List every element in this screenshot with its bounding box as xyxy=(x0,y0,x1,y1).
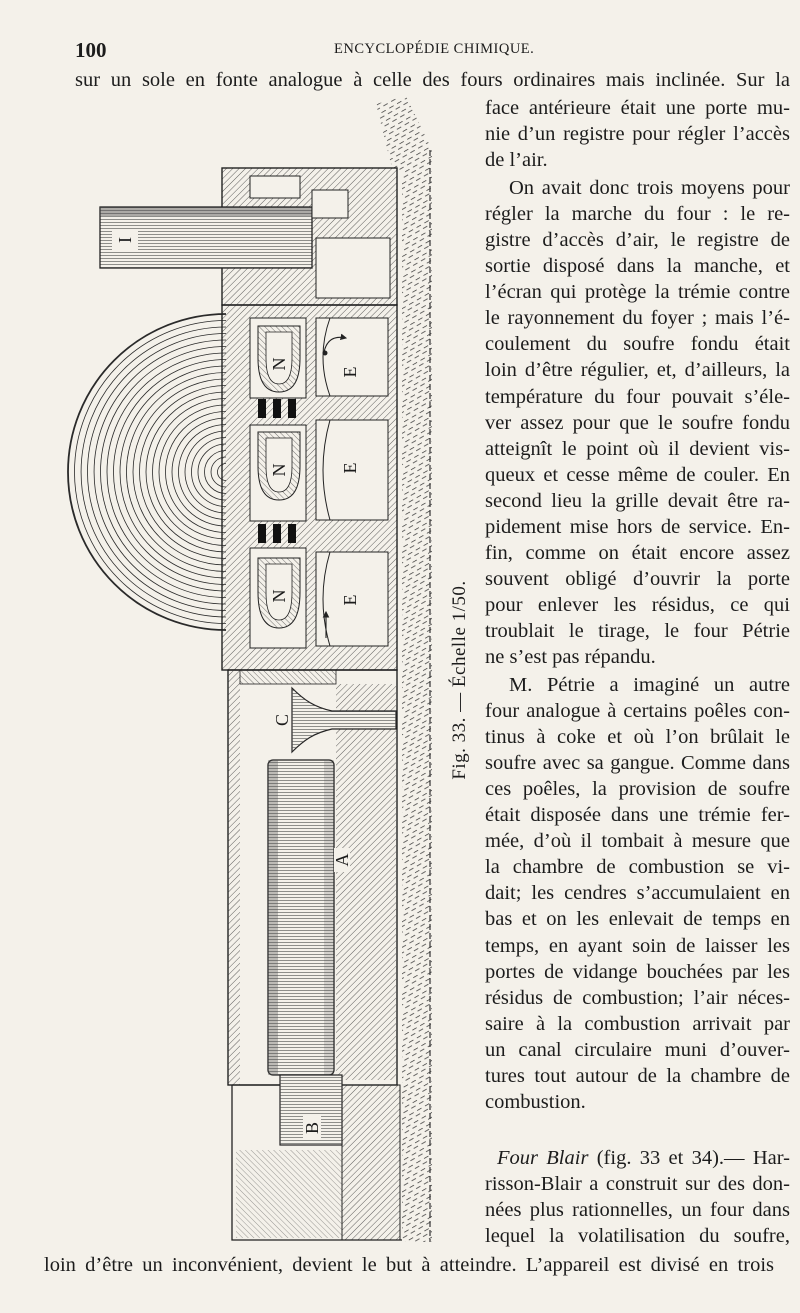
text-line: dait; les cendres s’accumulaient en xyxy=(485,882,790,905)
text-line: troublait le tirage, le four Pétrie xyxy=(485,619,790,642)
text-line: coulement du soufre fondu était xyxy=(485,333,790,356)
upper-block xyxy=(100,168,397,305)
text-line: four analogue à certains poêles con- xyxy=(485,700,790,723)
text-line: le rayonnement du foyer ; mais l’é- xyxy=(485,307,790,330)
text-line: tinus à coke et où l’on brûlait le xyxy=(485,726,790,749)
text-line: fin, comme on était encore assez xyxy=(485,541,790,564)
dome-arc xyxy=(114,360,226,585)
text-line: un canal circulaire muni d’ouver- xyxy=(485,1038,790,1061)
text-line: M. Pétrie a imaginé un autre xyxy=(509,674,790,697)
base xyxy=(232,1075,402,1240)
dome-arc xyxy=(146,392,226,552)
text-line: sortie disposé dans la manche, et xyxy=(485,255,790,278)
figure-caption: Fig. 33. — Échelle 1/50. xyxy=(449,580,470,780)
text-line: face antérieure était une porte mu- xyxy=(485,97,790,119)
figure-label-b: B xyxy=(302,1121,322,1135)
section-heading: Four Blair xyxy=(497,1146,589,1169)
text-line: ne s’est pas répandu. xyxy=(485,645,656,668)
text-line: souvent obligé d’ouvrir la porte xyxy=(485,567,790,590)
running-title: ENCYCLOPÉDIE CHIMIQUE. xyxy=(334,41,535,57)
text-line: atteignît le point où il devient vis- xyxy=(485,437,790,460)
text-line: combustion. xyxy=(485,1090,586,1113)
text-line: second lieu la grille devait être ra- xyxy=(485,489,790,512)
text-column xyxy=(485,95,790,1249)
text-line: tures tout autour de la chambre de xyxy=(485,1064,790,1087)
dome-arc xyxy=(120,366,226,578)
text-line: bas et on les enlevait de temps en xyxy=(485,908,790,931)
figure-label-n: N xyxy=(269,357,289,371)
dome-arc xyxy=(152,399,226,546)
text-line: pour enlever les résidus, ce qui xyxy=(485,593,790,616)
figure-label-a: A xyxy=(332,853,352,867)
text-line: saire à la combustion arrivait par xyxy=(485,1012,790,1035)
text-line: régler la marche du four : le re- xyxy=(485,203,790,226)
figure-label-e: E xyxy=(340,462,360,474)
body-line-last: loin d’être un inconvénient, devient le but à atteindre. L’appareil est divisé en trois xyxy=(44,1254,774,1276)
text-line: queux et cesse même de couler. En xyxy=(485,463,790,486)
section-heading-rest: (fig. 33 et 34).— Har- xyxy=(588,1146,790,1169)
text-line: ces poêles, la provision de soufre xyxy=(485,778,790,801)
dome-arc xyxy=(165,412,226,533)
text-line: température du four pouvait s’éle- xyxy=(485,385,790,408)
body-line-first: sur un sole en fonte analogue à celle des fours ordinaires mais inclinée. Sur la xyxy=(75,69,790,91)
figure-label-e: E xyxy=(340,366,360,378)
text-line: pidement mise hors de service. En- xyxy=(485,515,790,538)
section-heading-line xyxy=(485,1145,790,1171)
text-line: était disposée dans une trémie fer- xyxy=(485,804,790,827)
dome-arc xyxy=(68,314,226,630)
text-line: la chambre de combustion se vi- xyxy=(485,856,790,879)
text-line: loin d’être régulier, et, d’ailleurs, la xyxy=(485,359,790,382)
text-line: temps, en ayant soin de laisser les xyxy=(485,934,790,957)
text-line: résidus de combustion; l’air néces- xyxy=(485,986,790,1009)
text-line: gistre d’accès d’air, le registre de xyxy=(485,229,790,252)
text-line: l’écran qui protège la trémie contre xyxy=(485,281,790,304)
dome xyxy=(68,314,226,630)
text-line: On avait donc trois moyens pour xyxy=(509,177,790,200)
lower-section xyxy=(228,670,397,1085)
text-line: risson-Blair a construit sur des don- xyxy=(485,1172,790,1195)
text-line: de l’air. xyxy=(485,149,548,172)
text-line: nie d’un registre pour régler l’accès xyxy=(485,123,790,146)
figure-label-n: N xyxy=(269,463,289,477)
figure-label-i: I xyxy=(115,237,135,243)
text-line: lequel la volatilisation du soufre, xyxy=(485,1224,790,1247)
text-line: ver assez pour que le soufre fondu xyxy=(485,411,790,434)
page-number: 100 xyxy=(75,38,107,62)
dome-arc xyxy=(75,321,227,624)
text-line: portes de vidange bouchées par les xyxy=(485,960,790,983)
text-line: soufre avec sa gangue. Comme dans xyxy=(485,752,790,775)
dome-arc xyxy=(107,353,226,591)
figure-label-n: N xyxy=(269,589,289,603)
figure-label-c: C xyxy=(272,713,292,727)
furnace-body xyxy=(222,305,397,670)
text-line: mée, d’où il tombait à mesure que xyxy=(485,830,790,853)
text-line: nées plus rationnelles, un four dans xyxy=(485,1198,790,1221)
figure-label-e: E xyxy=(340,594,360,606)
dome-arc xyxy=(192,438,226,507)
